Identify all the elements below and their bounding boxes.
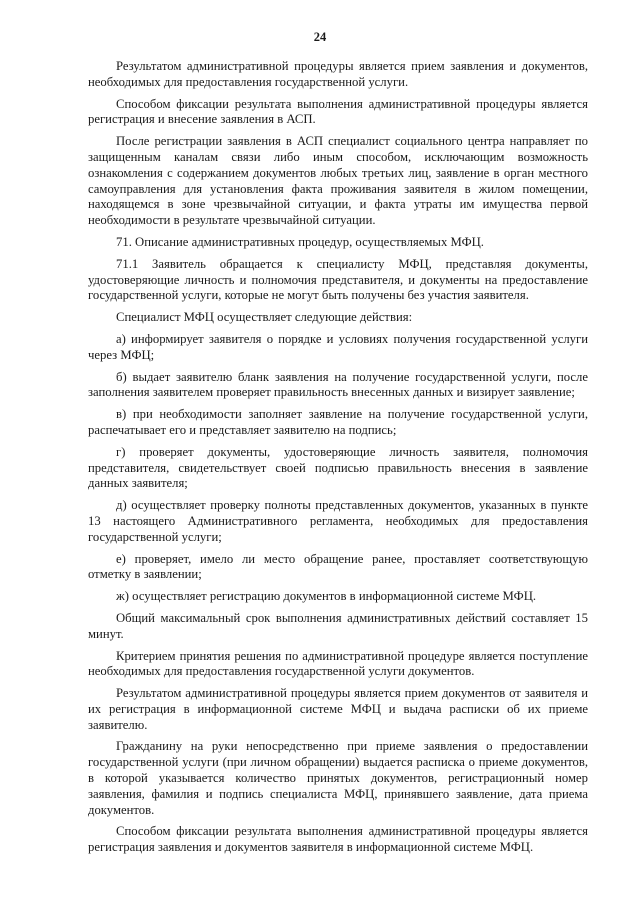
paragraph: Критерием принятия решения по административной процедуре является поступление необходимых для предоставления государственной услуги документов. [88,648,588,679]
paragraph: 71.1 Заявитель обращается к специалисту МФЦ, представляя документы, удостоверяющие личность и полномочия представителя, и документы на предоставление государственной услуги, которые не могут быть получены без участия заявителя. [88,256,588,303]
paragraph: Результатом административной процедуры является прием документов от заявителя и их регистрация в информационной системе МФЦ и выдача расписки об их приеме заявителю. [88,686,588,732]
list-item: г) проверяет документы, удостоверяющие личность заявителя, полномочия представителя, свидетельствует своей подписью правильность внесения в заявление данных заявителя; [88,444,588,491]
paragraph: После регистрации заявления в АСП специалист социального центра направляет по защищенным каналам связи либо иным способом, исключающим возможность ознакомления с содержанием документов любых третьих лиц, заявление в орган местного самоуправления для установления факта проживания заявителя в жилом помещении, находящемся в зоне чрезвычайной ситуации, и факта утраты им имущества первой необходимости в результате чрезвычайной ситуации. [88,134,588,228]
paragraph: Способом фиксации результата выполнения административной процедуры является регистрация заявления и документов заявителя в информационной системе МФЦ. [88,824,588,855]
list-item: ж) осуществляет регистрацию документов в информационной системе МФЦ. [116,589,537,604]
paragraph: Общий максимальный срок выполнения административных действий составляет 15 минут. [88,610,588,641]
page-body [88,59,588,862]
paragraph: Гражданину на руки непосредственно при приеме заявления о предоставлении государственной услуги (при личном обращении) выдается расписка о приеме документов, в которой указывается количество принятых документов, регистрационный номер заявления, фамилия и подпись специалиста МФЦ, принявшего заявление, дата приема документов. [88,739,588,817]
paragraph: Способом фиксации результата выполнения административной процедуры является регистрация и внесение заявления в АСП. [88,96,588,127]
list-item: а) информирует заявителя о порядке и условиях получения государственной услуги через МФЦ; [88,331,588,362]
section-heading: 71. Описание административных процедур, осуществляемых МФЦ. [116,234,484,249]
page-number: 24 [313,30,327,44]
list-item: в) при необходимости заполняет заявление на получение государственной услуги, распечатывает его и представляет заявителю на подпись; [88,407,588,437]
list-item: е) проверяет, имело ли место обращение ранее, проставляет соответствующую отметку в заявлении; [88,551,588,582]
paragraph: Результатом административной процедуры является прием заявления и документов, необходимых для предоставления государственной услуги. [88,59,588,89]
list-item: б) выдает заявителю бланк заявления на получение государственной услуги, после заполнения заявителем проверяет правильность внесенных данных и визирует заявление; [88,369,588,400]
paragraph: Специалист МФЦ осуществляет следующие действия: [116,310,413,325]
list-item: д) осуществляет проверку полноты представленных документов, указанных в пункте 13 настоящего Административного регламента, необходимых для предоставления государственной услуги; [88,498,588,544]
